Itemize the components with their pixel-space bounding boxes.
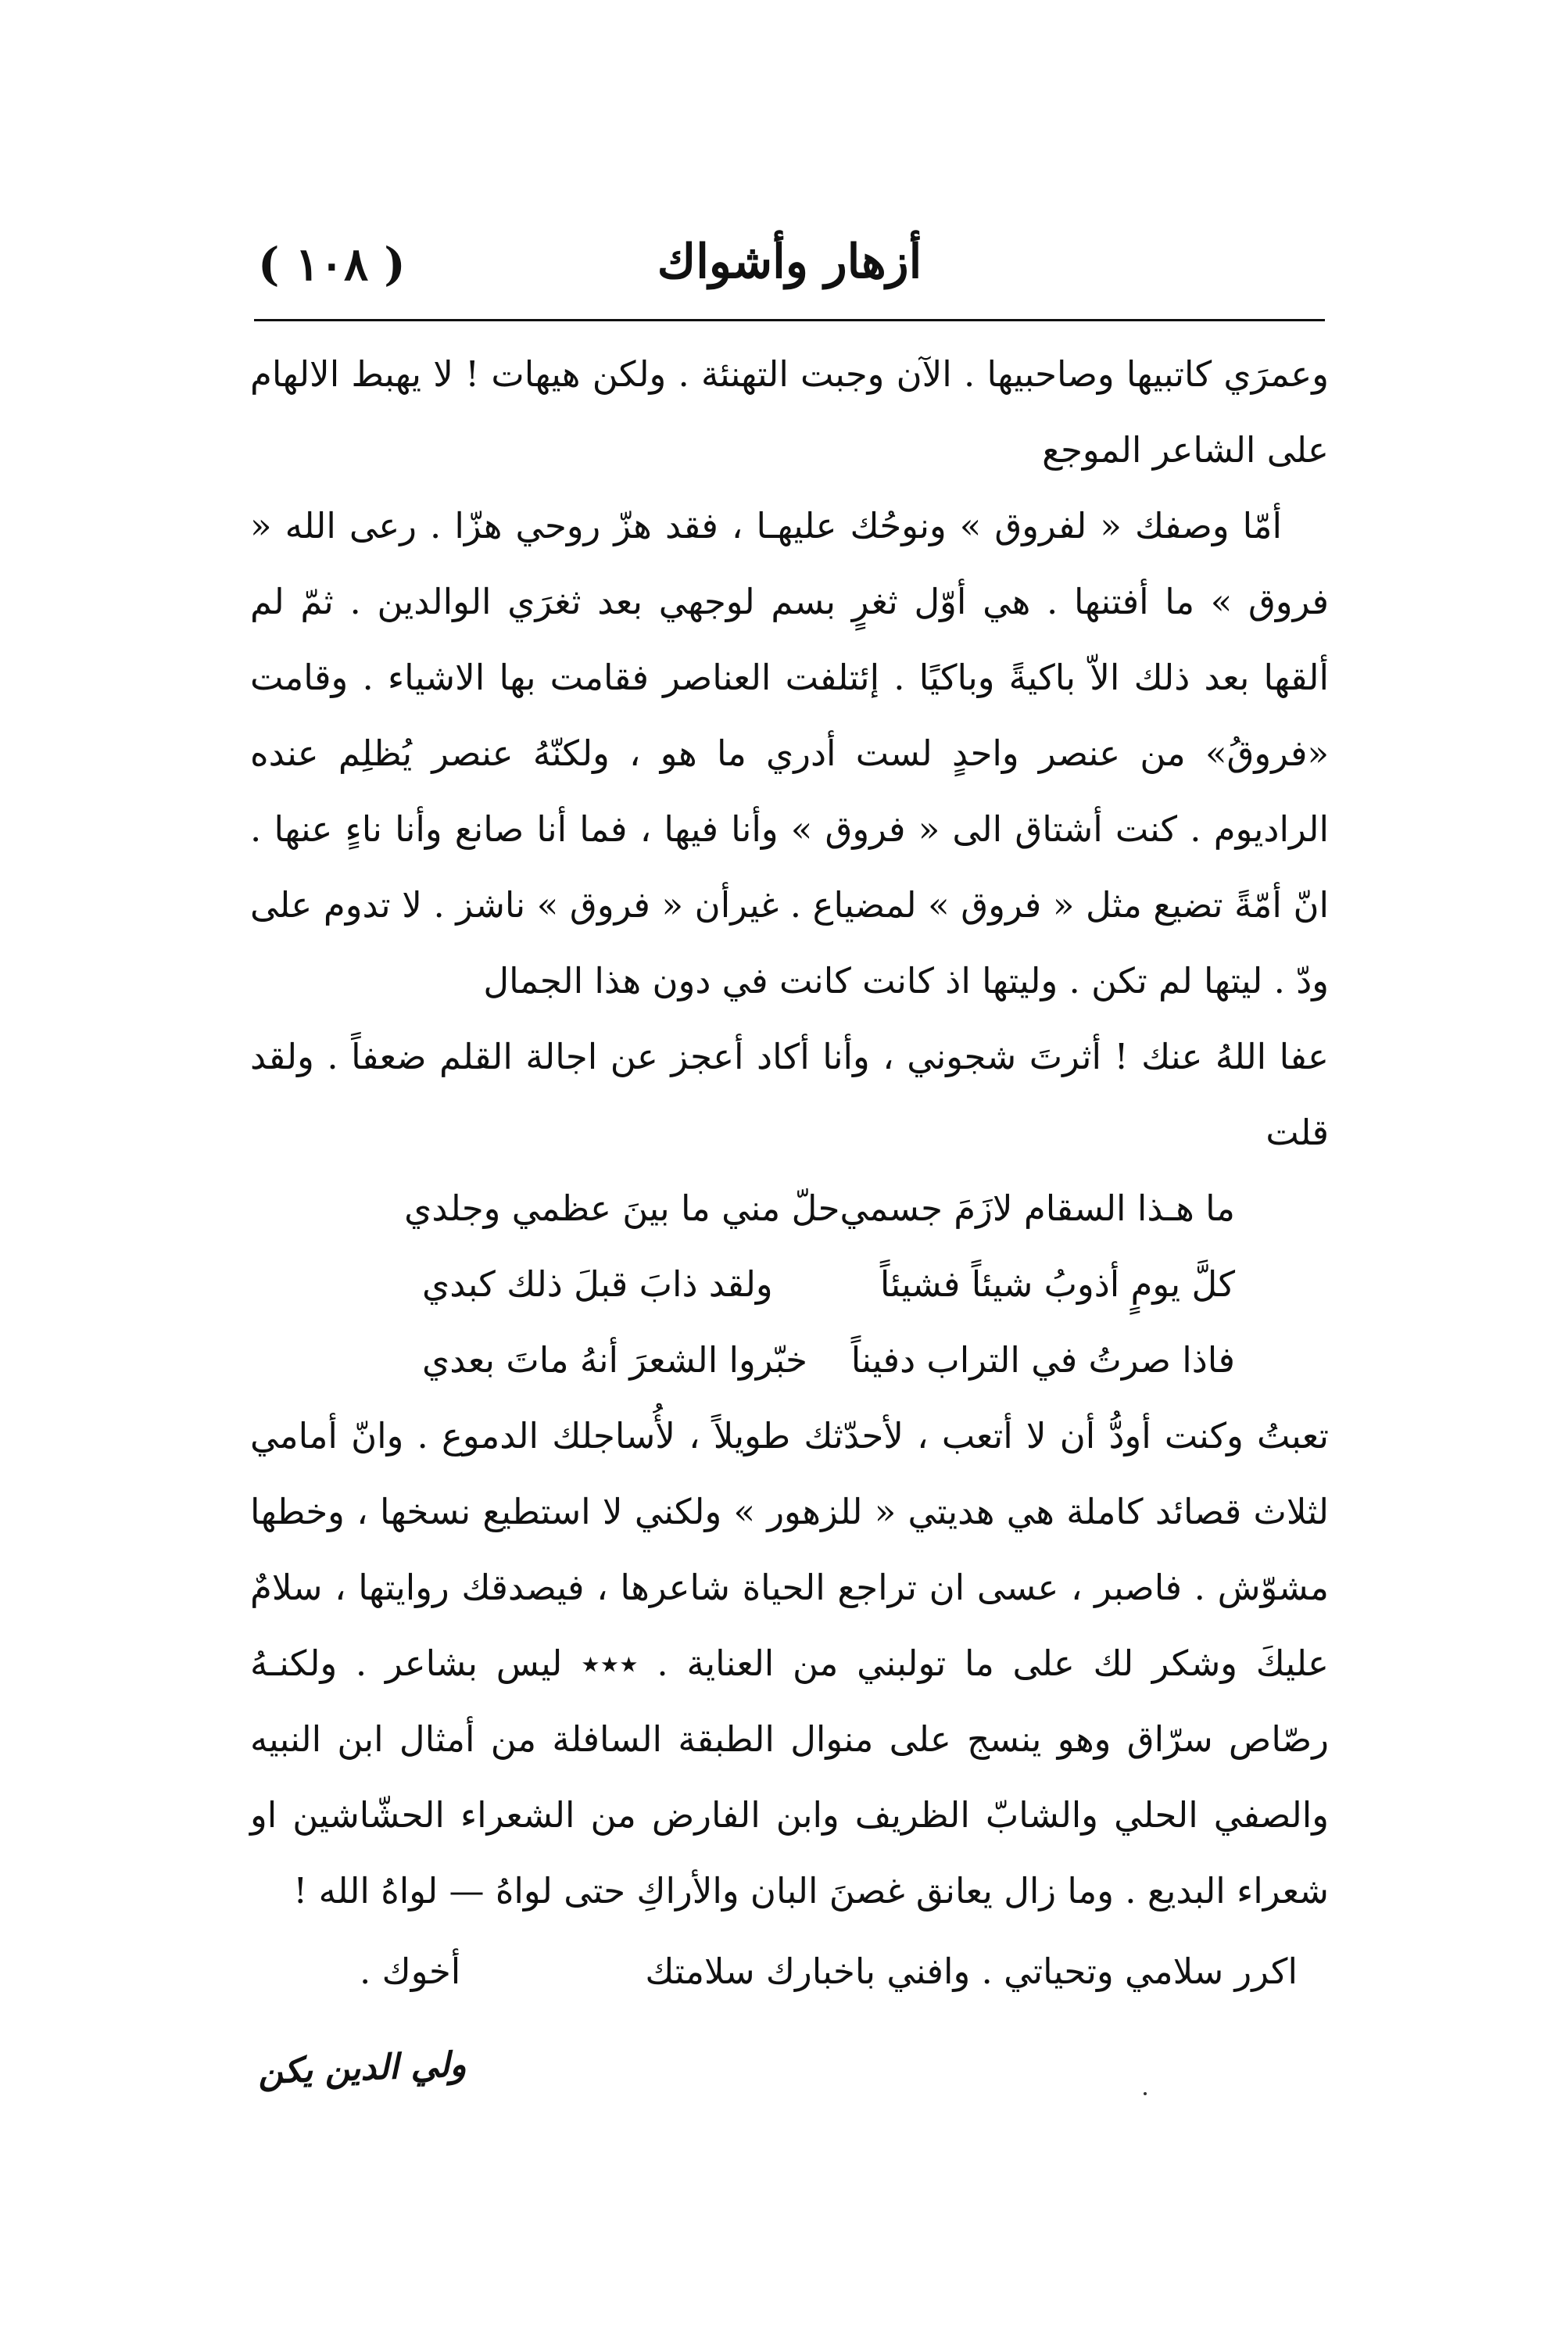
verse-line-3 (422, 1322, 1235, 1398)
verse-2-first-hemistich: كلَّ يومٍ أذوبُ شيئاً فشيئاً (879, 1263, 1235, 1305)
page-header (258, 235, 1321, 305)
ink-speck (1144, 2092, 1147, 2095)
page-number: ( ١٠٨ ) (258, 238, 406, 291)
paragraph-2: أمّا وصفك « لفروق » ونوحُك عليهـا ، فقد هزّ روحي هزّا . رعى الله « فروق » ما أفتنها . هي أوّل ثغرٍ بسم لوجهي بعد ثغرَي الوالدين . ثمّ لم ألقها بعد ذلك الاّ باكيةً وباكيًا . إئتلفت العناصر فقامت بها الاشياء . وقامت «فروقُ» من عنصر واحدٍ لست أدري ما هو ، ولكنّهُ عنصر يُظلِم عنده الراديوم . كنت أشتاق الى « فروق » وأنا فيها ، فما أنا صانع وأنا ناءٍ عنها . انّ أمّةً تضيع مثل « فروق » لمضياع . غيرأن « فروق » ناشز . لا تدوم على ودّ . ليتها لم تكن . وليتها اذ كانت كانت في دون هذا الجمال (250, 505, 1329, 1001)
paragraph-3: عفا اللهُ عنك ! أثرتَ شجوني ، وأنا أكاد أعجز عن اجالة القلم ضعفاً . ولقد قلت (250, 1036, 1329, 1153)
verse-1-second-hemistich: حلّ مني ما بينَ عظمي وجلدي (404, 1188, 840, 1229)
verse-3-second-hemistich: خبّروا الشعرَ أنهُ ماتَ بعدي (422, 1339, 807, 1381)
verse-line-2 (422, 1246, 1235, 1322)
verse-1-first-hemistich: ما هـذا السقام لازَمَ جسمي (839, 1188, 1235, 1229)
handwritten-signature: ولي الدين يكن (257, 2044, 467, 2092)
paragraph-1: وعمرَي كاتبيها وصاحبيها . الآن وجبت التهنئة . ولكن هيهات ! لا يهبط الالهام على الشاعر الموجع (250, 353, 1329, 471)
verse-3-first-hemistich: فاذا صرتُ في التراب دفيناً (850, 1339, 1235, 1381)
header-rule (254, 319, 1325, 321)
verse-2-second-hemistich: ولقد ذابَ قبلَ ذلك كبدي (422, 1263, 773, 1305)
letter-closing (250, 1933, 1329, 2012)
poem-verses (250, 1170, 1329, 1398)
verse-line-1 (404, 1170, 1235, 1246)
running-title: أزهار وأشواك (657, 235, 922, 289)
paragraph-4: تعبتُ وكنت أودُّ أن لا أتعب ، لأحدّثك طويلاً ، لأُساجلك الدموع . وانّ أمامي لثلاث قصائد كاملة هي هديتي « للزهور » ولكني لا استطيع نسخها ، وخطها مشوّش . فاصبر ، عسى ان تراجع الحياة شاعرها ، فيصدقك روايتها ، سلامٌ عليكَ وشكر لك على ما تولبني من العناية . ٭٭٭ ليس بشاعر . ولكنـهُ رصّاص سرّاق وهو ينسج على منوال الطبقة السافلة من أمثال ابن النبيه والصفي الحلي والشابّ الظريف وابن الفارض من الشعراء الحشّاشين او شعراء البديع . وما زال يعانق غصنَ البان والأراكِ حتى لواهُ — لواهُ الله ! (250, 1415, 1329, 1912)
closing-text: اكرر سلامي وتحياتي . وافني باخبارك سلامتك (645, 1951, 1298, 1992)
page-body (250, 336, 1329, 2012)
signoff: أخوك . (360, 1951, 461, 1992)
